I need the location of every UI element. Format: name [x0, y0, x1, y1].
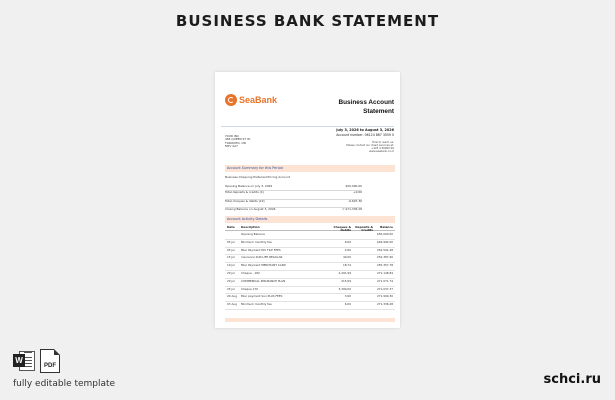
row-date: 29 Jul	[227, 271, 235, 275]
bank-logo	[225, 94, 277, 106]
row-description: Opening Balance	[241, 232, 265, 236]
document-title	[314, 99, 394, 116]
summary-value: $50,000.00	[345, 184, 362, 188]
col-deposits-credits: Deposits & Credits	[355, 225, 373, 233]
col-description: Description	[241, 225, 260, 229]
row-date: 05 Jul	[227, 239, 235, 244]
document-footer-band	[225, 318, 395, 322]
statement-document	[215, 72, 400, 328]
row-description: Minimum monthly fee	[241, 302, 272, 307]
contact-line: Please contact our client services at:	[346, 143, 394, 147]
tagline: fully editable template	[13, 379, 116, 389]
summary-row	[225, 200, 362, 205]
row-balance: 271,071.74	[376, 278, 393, 283]
col-cheques-debits: Cheques & Debits	[333, 225, 351, 233]
address-line: M5V 2A7	[225, 143, 238, 148]
pdf-label: PDF	[44, 363, 56, 369]
row-description: Insurance SUN LIFE REGULAR	[241, 255, 283, 260]
document-title-line2: Statement	[363, 107, 394, 115]
row-debit: 3,390.00	[338, 286, 351, 291]
header-divider	[221, 126, 394, 127]
bank-name: SeaBank	[239, 94, 278, 105]
summary-row	[225, 208, 362, 213]
table-row	[225, 301, 395, 310]
activity-heading: Account Activity Details	[225, 216, 395, 223]
row-balance: 252,591.28	[376, 247, 393, 252]
row-debit: 6.00	[344, 302, 351, 307]
summary-label: Total deposits & credits (4)	[225, 190, 264, 194]
row-description: Cheque 170	[241, 286, 258, 291]
row-balance: 252,387.90	[376, 255, 393, 260]
summary-value: -6,607.36	[348, 199, 362, 203]
row-balance: $50,000.00	[376, 232, 393, 236]
row-debit: 3.60	[344, 294, 351, 299]
summary-value: = $71,336.28	[342, 207, 362, 211]
summary-value: +0.00	[353, 190, 362, 194]
contact-info	[346, 142, 394, 154]
address-line: TORONTO, ON	[225, 140, 246, 145]
row-balance: 271,148.84	[376, 271, 393, 275]
col-balance: Balance	[380, 225, 393, 229]
summary-label: Closing Balance on August 3, 2026	[225, 207, 276, 211]
row-description: Cheque - 182	[241, 271, 260, 275]
row-balance: 271,037.37	[376, 286, 393, 291]
row-date: 25 Jul	[227, 286, 235, 291]
row-balance: $49,994.00	[376, 239, 393, 244]
row-debit: 18.74	[342, 263, 351, 268]
row-balance: 255,357.78	[376, 263, 393, 268]
wave-logo-icon	[225, 94, 237, 106]
banner-title: BUSINESS BANK STATEMENT	[175, 12, 440, 30]
row-balance: 271,999.30	[376, 294, 393, 299]
summary-label: Opening Balance on July 3, 2026	[225, 184, 273, 188]
row-date: 29 Aug	[227, 294, 237, 299]
row-debit: 6.00	[344, 239, 351, 244]
row-description: Minimum monthly fee	[241, 239, 272, 244]
format-icons	[13, 349, 60, 373]
row-date: 19 Jul	[227, 263, 235, 268]
site-name: schci.ru	[543, 372, 601, 387]
row-description: Misc payment Sun PLUS FEES	[241, 294, 283, 299]
row-date: 29 Jul	[227, 278, 235, 283]
summary-label: Total cheques & debits (19)	[225, 199, 265, 203]
contact-line: www.seabank.co.nl	[369, 149, 394, 153]
word-document-icon	[13, 349, 35, 373]
row-description: Misc Payment PAY TILE FEES	[241, 247, 281, 252]
activity-table-header	[225, 224, 395, 231]
row-debit: 40.00	[342, 255, 351, 260]
row-debit: 2,291.99	[338, 271, 351, 275]
account-number: Account number: 06124 867 3059 0	[336, 133, 394, 137]
row-description: COMMERCIAL INSURANCE PLAN	[241, 278, 286, 283]
summary-subheading: Business Chequing Preferred Pricing Account	[225, 175, 290, 179]
row-debit: 215.69	[341, 278, 351, 283]
row-date: 05 Jul	[227, 247, 235, 252]
contact-line: +123 4 56000 00	[371, 146, 394, 150]
address-line: YOUR INC	[225, 134, 239, 138]
row-date: 03 Aug	[227, 302, 237, 307]
word-badge: W	[13, 354, 25, 367]
customer-address	[225, 135, 251, 148]
row-description: Misc Payment MERCHANT CARD	[241, 263, 286, 268]
row-date: 15 Jul	[227, 255, 235, 260]
document-title-line1: Business Account	[338, 99, 394, 106]
address-line: 465 QUEEN ST W,	[225, 137, 251, 142]
statement-period: July 3, 2026 to August 3, 2026	[336, 128, 394, 132]
contact-line: How to reach us:	[372, 141, 394, 144]
row-balance: 271,336.28	[376, 302, 393, 307]
pdf-document-icon	[40, 349, 60, 373]
col-date: Date	[227, 225, 235, 229]
summary-row	[225, 191, 362, 196]
row-debit: 2.60	[344, 247, 351, 252]
summary-heading: Account Summary for this Period	[225, 165, 395, 172]
